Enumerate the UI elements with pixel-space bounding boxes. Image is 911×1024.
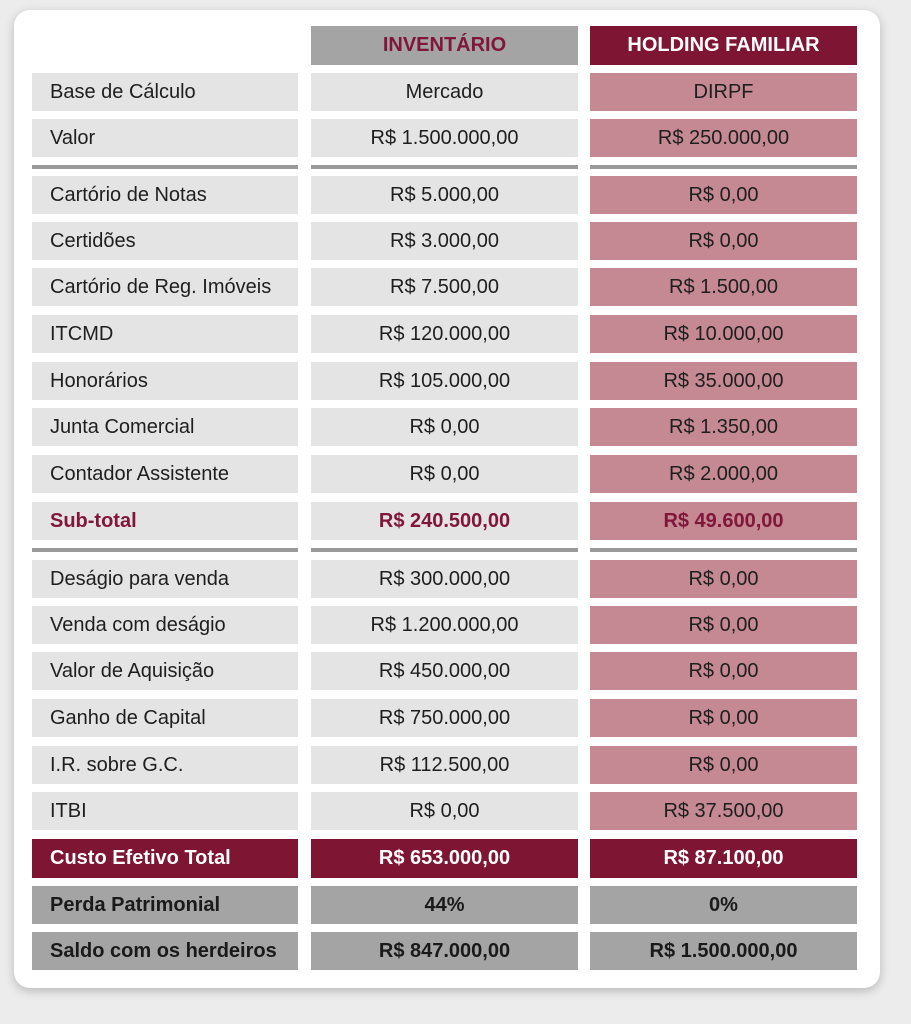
row-inventario-value: R$ 112.500,00 xyxy=(311,746,578,784)
row-label: Honorários xyxy=(32,362,298,400)
balance-holding: R$ 1.500.000,00 xyxy=(590,932,857,970)
row-inventario-value: R$ 450.000,00 xyxy=(311,652,578,690)
row-label: Valor de Aquisição xyxy=(32,652,298,690)
section-divider xyxy=(311,165,578,169)
balance-label: Saldo com os herdeiros xyxy=(32,932,298,970)
row-holding-value: R$ 0,00 xyxy=(590,176,857,214)
row-holding-value: R$ 0,00 xyxy=(590,746,857,784)
header-holding: HOLDING FAMILIAR xyxy=(590,26,857,65)
row-label: Cartório de Notas xyxy=(32,176,298,214)
loss-holding: 0% xyxy=(590,886,857,924)
row-label: ITCMD xyxy=(32,315,298,353)
row-label: ITBI xyxy=(32,792,298,830)
row-holding-value: R$ 10.000,00 xyxy=(590,315,857,353)
comparison-card xyxy=(14,10,880,988)
row-inventario-value: Mercado xyxy=(311,73,578,111)
total-cost-inventario: R$ 653.000,00 xyxy=(311,839,578,878)
row-inventario-value: R$ 1.200.000,00 xyxy=(311,606,578,644)
row-inventario-value: R$ 120.000,00 xyxy=(311,315,578,353)
section-divider xyxy=(590,165,857,169)
row-holding-value: R$ 0,00 xyxy=(590,606,857,644)
row-inventario-value: R$ 750.000,00 xyxy=(311,699,578,737)
row-label: Certidões xyxy=(32,222,298,260)
row-label: Ganho de Capital xyxy=(32,699,298,737)
header-inventario: INVENTÁRIO xyxy=(311,26,578,65)
row-holding-value: R$ 37.500,00 xyxy=(590,792,857,830)
row-label: Junta Comercial xyxy=(32,408,298,446)
row-label: Valor xyxy=(32,119,298,157)
section-divider xyxy=(590,548,857,552)
row-inventario-value: R$ 7.500,00 xyxy=(311,268,578,306)
row-holding-value: R$ 1.500,00 xyxy=(590,268,857,306)
subtotal-holding: R$ 49.600,00 xyxy=(590,502,857,540)
row-inventario-value: R$ 1.500.000,00 xyxy=(311,119,578,157)
total-cost-label: Custo Efetivo Total xyxy=(32,839,298,878)
row-holding-value: R$ 1.350,00 xyxy=(590,408,857,446)
row-holding-value: R$ 0,00 xyxy=(590,699,857,737)
row-inventario-value: R$ 0,00 xyxy=(311,455,578,493)
subtotal-inventario: R$ 240.500,00 xyxy=(311,502,578,540)
row-inventario-value: R$ 105.000,00 xyxy=(311,362,578,400)
row-inventario-value: R$ 0,00 xyxy=(311,792,578,830)
section-divider xyxy=(32,548,298,552)
total-cost-holding: R$ 87.100,00 xyxy=(590,839,857,878)
row-holding-value: R$ 0,00 xyxy=(590,652,857,690)
row-label: Contador Assistente xyxy=(32,455,298,493)
row-holding-value: R$ 250.000,00 xyxy=(590,119,857,157)
row-label: Deságio para venda xyxy=(32,560,298,598)
balance-inventario: R$ 847.000,00 xyxy=(311,932,578,970)
section-divider xyxy=(32,165,298,169)
section-divider xyxy=(311,548,578,552)
row-label: Base de Cálculo xyxy=(32,73,298,111)
row-inventario-value: R$ 300.000,00 xyxy=(311,560,578,598)
row-label: I.R. sobre G.C. xyxy=(32,746,298,784)
row-holding-value: R$ 0,00 xyxy=(590,222,857,260)
row-inventario-value: R$ 5.000,00 xyxy=(311,176,578,214)
subtotal-label: Sub-total xyxy=(32,502,298,540)
row-inventario-value: R$ 3.000,00 xyxy=(311,222,578,260)
loss-inventario: 44% xyxy=(311,886,578,924)
row-holding-value: R$ 0,00 xyxy=(590,560,857,598)
row-holding-value: R$ 2.000,00 xyxy=(590,455,857,493)
row-inventario-value: R$ 0,00 xyxy=(311,408,578,446)
row-holding-value: DIRPF xyxy=(590,73,857,111)
loss-label: Perda Patrimonial xyxy=(32,886,298,924)
row-holding-value: R$ 35.000,00 xyxy=(590,362,857,400)
row-label: Cartório de Reg. Imóveis xyxy=(32,268,298,306)
row-label: Venda com deságio xyxy=(32,606,298,644)
